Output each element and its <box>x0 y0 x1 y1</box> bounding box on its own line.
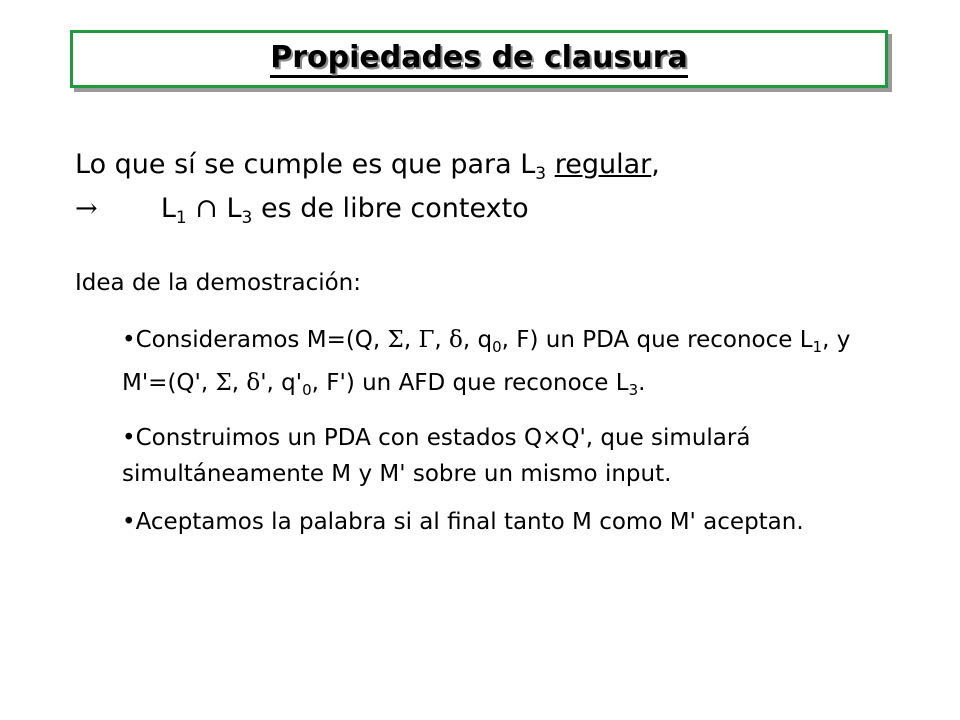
l3-letter: L <box>226 193 242 224</box>
implies-arrow-icon: → <box>75 193 98 224</box>
b1-text: •Consideramos M=(Q, <box>122 327 388 353</box>
b1-comma: , <box>231 370 247 396</box>
statement-text: Lo que sí se cumple es que para L <box>75 149 536 180</box>
b1-text: , F) un PDA que reconoce L <box>501 327 813 353</box>
subscript-1: 1 <box>175 208 187 228</box>
b1-comma: , <box>434 327 450 353</box>
bullet-list <box>122 322 882 552</box>
b1-text: , q <box>462 327 493 353</box>
comma: , <box>651 149 660 180</box>
title-box <box>70 30 888 88</box>
subscript-1: 1 <box>812 338 823 356</box>
b2-text: Q', que simulará simultáneamente M y M' sobre un mismo input. <box>122 425 751 487</box>
statement-rest: es de libre contexto <box>260 193 529 224</box>
b1-text: , y M'=(Q', <box>122 327 851 396</box>
b1-period: . <box>638 370 646 396</box>
b1-comma: , <box>403 327 419 353</box>
subscript-3b: 3 <box>241 208 253 228</box>
regular-word: regular <box>554 149 652 180</box>
statement-line-2 <box>75 192 529 235</box>
sigma-symbol: Σ <box>387 327 404 353</box>
intersection-symbol: ∩ <box>195 193 218 224</box>
b1-text: ', q' <box>260 370 303 396</box>
b1-text: , F') un AFD que reconoce L <box>311 370 629 396</box>
statement-line-1 <box>75 148 660 191</box>
space <box>546 149 555 180</box>
subscript-3: 3 <box>535 164 547 184</box>
l1-letter: L <box>160 193 176 224</box>
delta-symbol: δ <box>449 327 463 353</box>
bullet-2 <box>122 420 882 492</box>
sigma-symbol: Σ <box>215 370 232 396</box>
delta-symbol: δ <box>246 370 261 396</box>
idea-heading: Idea de la demostración: <box>75 270 362 296</box>
gamma-symbol: Γ <box>418 327 435 353</box>
times-symbol: × <box>542 425 562 451</box>
b2-text: •Construimos un PDA con estados Q <box>122 425 543 451</box>
subscript-0: 0 <box>492 338 502 356</box>
slide-title: Propiedades de clausura <box>270 41 688 78</box>
bullet-3: •Aceptamos la palabra si al final tanto M como M' aceptan. <box>122 509 804 535</box>
bullet-1 <box>122 322 882 408</box>
subscript-0: 0 <box>302 381 312 399</box>
subscript-3: 3 <box>628 381 639 399</box>
